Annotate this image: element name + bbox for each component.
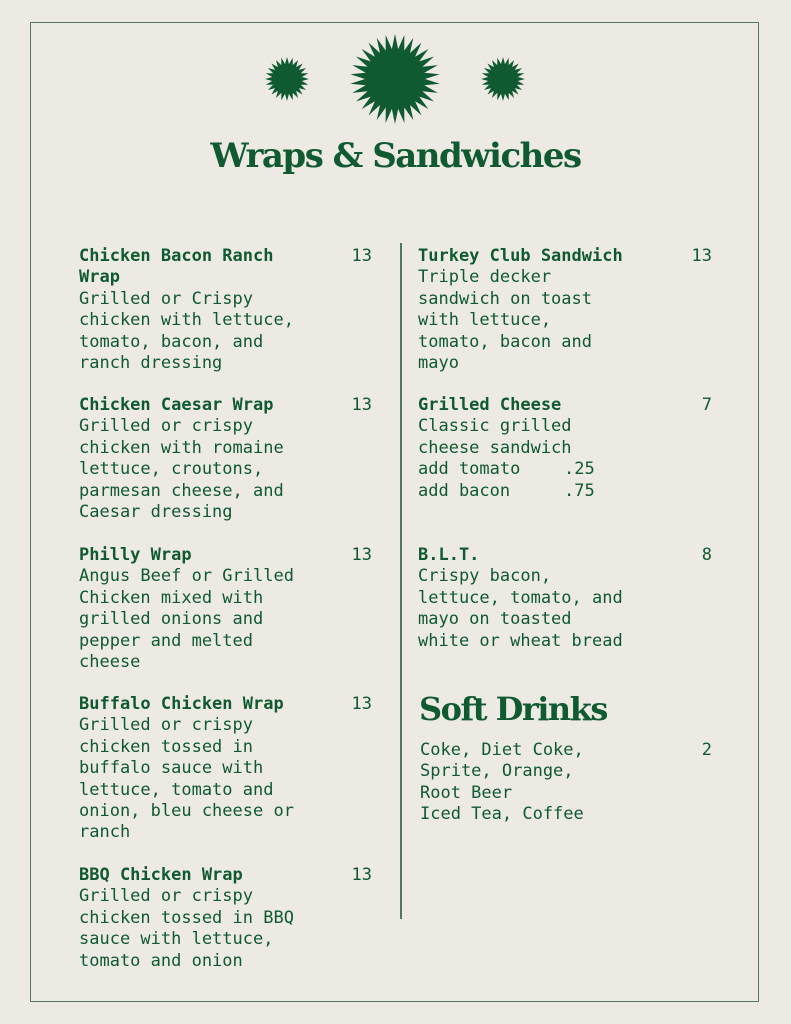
item-price: 13 bbox=[351, 395, 372, 415]
item-name: Chicken Caesar Wrap bbox=[79, 395, 274, 415]
starburst-large-icon bbox=[349, 33, 441, 125]
item-description: Grilled or crispy chicken with romaine lettuce, croutons, parmesan cheese, and Caesar dressing bbox=[79, 416, 284, 523]
addon-price: .25 bbox=[564, 459, 595, 480]
item-description: Coke, Diet Coke, Sprite, Orange, Root Beer Iced Tea, Coffee bbox=[420, 740, 584, 825]
item-name: Grilled Cheese bbox=[418, 395, 562, 415]
addon-name: add bacon bbox=[418, 480, 511, 501]
item-description: Angus Beef or Grilled Chicken mixed with grilled onions and pepper and melted cheese bbox=[79, 566, 294, 673]
section-title-soft-drinks: Soft Drinks bbox=[419, 690, 607, 728]
item-name: Turkey Club Sandwich bbox=[418, 246, 623, 266]
addon-price: .75 bbox=[564, 480, 595, 501]
menu-item-grilled-cheese bbox=[418, 395, 688, 502]
item-description: Grilled or crispy chicken tossed in buffalo sauce with lettuce, tomato and onion, bleu cheese or ranch bbox=[79, 715, 294, 843]
addon-row bbox=[418, 459, 688, 480]
item-name: B.L.T. bbox=[418, 545, 480, 565]
item-price: 13 bbox=[351, 545, 372, 565]
menu-item-philly-wrap bbox=[79, 545, 349, 673]
item-description: Grilled or crispy chicken tossed in BBQ sauce with lettuce, tomato and onion bbox=[79, 886, 294, 971]
menu-item-bbq-chicken bbox=[79, 865, 349, 972]
item-price: 8 bbox=[701, 545, 712, 565]
addon-row bbox=[418, 481, 688, 502]
item-price: 13 bbox=[351, 694, 372, 714]
menu-item-chicken-caesar bbox=[79, 395, 349, 523]
item-name: Chicken Bacon Ranch Wrap bbox=[79, 246, 274, 288]
menu-item-turkey-club bbox=[418, 246, 688, 374]
item-description: Crispy bacon, lettuce, tomato, and mayo on toasted white or wheat bread bbox=[418, 566, 623, 651]
menu-item-buffalo-chicken bbox=[79, 694, 349, 844]
menu-item-soft-drinks bbox=[420, 740, 680, 826]
item-price: 13 bbox=[351, 865, 372, 885]
item-name: Philly Wrap bbox=[79, 545, 192, 565]
starburst-small-left-icon bbox=[264, 56, 310, 102]
item-price: 7 bbox=[701, 395, 712, 415]
menu-title: Wraps & Sandwiches bbox=[210, 136, 581, 176]
addon-name: add tomato bbox=[418, 459, 521, 480]
item-price: 13 bbox=[691, 246, 712, 266]
item-name: Buffalo Chicken Wrap bbox=[79, 694, 284, 714]
item-price: 2 bbox=[701, 740, 712, 760]
menu-item-blt bbox=[418, 545, 688, 652]
item-description: Grilled or Crispy chicken with lettuce, tomato, bacon, and ranch dressing bbox=[79, 288, 294, 374]
menu-item-chicken-bacon-ranch bbox=[79, 246, 349, 374]
item-description: Triple decker sandwich on toast with lettuce, tomato, bacon and mayo bbox=[418, 267, 592, 374]
starburst-small-right-icon bbox=[480, 56, 526, 102]
column-divider bbox=[400, 243, 402, 919]
item-price: 13 bbox=[351, 246, 372, 266]
item-description: Classic grilled cheese sandwich bbox=[418, 416, 572, 458]
item-name: BBQ Chicken Wrap bbox=[79, 865, 243, 885]
